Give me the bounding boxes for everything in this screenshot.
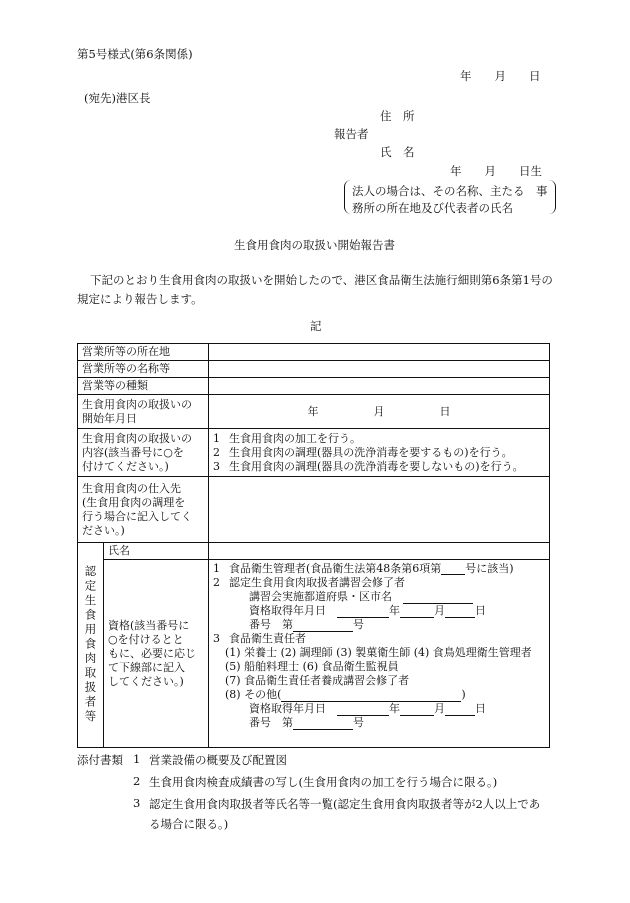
option-text-tail: 号に該当) — [465, 562, 514, 575]
start-date-label — [78, 395, 209, 429]
document-title: 生食用食肉の取扱い開始報告書 — [234, 238, 395, 252]
attachment-row-3-cont — [77, 816, 540, 832]
go-label: 号 — [353, 618, 364, 631]
content-options — [209, 429, 550, 477]
start-date-label-line2: 開始年月日 — [82, 411, 137, 425]
location-field[interactable] — [209, 344, 550, 361]
row-handler-name — [78, 543, 550, 560]
content-label-line2: 内容(該当番号に○を — [82, 445, 184, 459]
address-label: 住 所 — [380, 109, 415, 123]
month-label: 月 — [434, 604, 445, 617]
supplier-label-line1: 生食用食肉の仕入先 — [82, 481, 181, 495]
attachment-indent — [77, 796, 133, 812]
attachment-number: 1 — [133, 752, 141, 766]
q2-prefecture-label: 講習会実施都道府県・区市名 — [249, 590, 392, 603]
content-option-3[interactable] — [213, 460, 545, 474]
row-supplier — [78, 477, 550, 543]
reporter-label: 報告者 — [334, 127, 369, 141]
body-text-line1: 下記のとおり生食用食肉の取扱いを開始したので、港区食品衛生法施行細則第6条第1号の — [90, 273, 553, 287]
attachment-text-continued: る場合に限る。) — [149, 817, 229, 831]
supplier-label-line4: ださい。) — [82, 523, 125, 537]
q2-month-blank[interactable] — [400, 605, 434, 618]
business-name-field[interactable] — [209, 361, 550, 378]
option-text: 生食用食肉の調理(器具の洗浄消毒を要するもの)を行う。 — [229, 445, 513, 459]
attachment-row-2 — [77, 774, 540, 790]
option-text: 生食用食肉の加工を行う。 — [229, 431, 361, 445]
supplier-field[interactable] — [209, 477, 550, 543]
business-type-label: 営業等の種類 — [78, 378, 209, 395]
go-label: 号 — [353, 716, 364, 729]
clause-number-blank[interactable] — [441, 562, 465, 575]
q3-number-label: 番号 第 — [249, 716, 293, 729]
report-table — [77, 343, 550, 748]
qualification-label — [104, 560, 209, 748]
attachment-number: 3 — [133, 796, 141, 810]
attachment-number: 2 — [133, 774, 141, 788]
option-number: 2 — [213, 576, 220, 589]
option-text: 食品衛生管理者(食品衛生法第48条第6項第 — [229, 562, 442, 575]
start-date-label-line1: 生食用食肉の取扱いの — [82, 397, 192, 411]
q2-prefecture-blank[interactable] — [403, 591, 473, 604]
day-label: 日 — [475, 604, 486, 617]
q2-number-blank[interactable] — [293, 619, 353, 632]
handler-name-field[interactable] — [209, 543, 550, 560]
q2-year-blank[interactable] — [337, 605, 389, 618]
start-date-field[interactable]: 年 月 日 — [209, 395, 550, 429]
qualification-option-1[interactable] — [213, 562, 545, 576]
q3-day-blank[interactable] — [445, 703, 475, 716]
row-location — [78, 344, 550, 361]
q2-day-blank[interactable] — [445, 605, 475, 618]
q3-number-blank[interactable] — [293, 717, 353, 730]
q2-number-label: 番号 第 — [249, 618, 293, 631]
body-text-line2: 規定により報告します。 — [77, 292, 203, 306]
option-number: 3 — [213, 459, 220, 473]
row-name — [78, 361, 550, 378]
attachment-row-1 — [77, 752, 540, 768]
attachment-row-3 — [77, 796, 540, 812]
content-option-1[interactable] — [213, 432, 545, 446]
q3-options-line3[interactable]: (7) 食品衛生責任者養成講習会修了者 — [225, 674, 410, 687]
attachment-text: 生食用食肉検査成績書の写し(生食用食肉の加工を行う場合に限る。) — [149, 775, 498, 789]
q3-options-line1[interactable]: (1) 栄養士 (2) 調理師 (3) 製菓衛生師 (4) 食鳥処理衛生管理者 — [225, 646, 532, 659]
attachment-text: 営業設備の概要及び配置図 — [149, 753, 287, 767]
certified-handler-label: 認定生食用食肉取扱者等 — [78, 543, 104, 748]
attachment-indent — [77, 774, 133, 790]
supplier-label-line2: (生食用食肉の調理を — [82, 495, 186, 509]
option-number: 3 — [213, 632, 220, 645]
business-name-label: 営業所等の名称等 — [78, 361, 209, 378]
row-start-date — [78, 395, 550, 429]
location-label: 営業所等の所在地 — [78, 344, 209, 361]
q3-date-line — [213, 702, 545, 716]
q3-date-label: 資格取得年月日 — [249, 702, 326, 715]
year-label: 年 — [389, 604, 400, 617]
qualification-label-line5: してください。) — [108, 674, 184, 688]
content-label-line3: 付けてください。) — [82, 459, 169, 473]
attachment-text: 認定生食用食肉取扱者等氏名等一覧(認定生食用食肉取扱者等が2人以上であ — [149, 797, 541, 811]
qualification-option-3[interactable] — [213, 632, 545, 646]
day-label: 日 — [475, 702, 486, 715]
qualification-label-line4: て下線部に記入 — [108, 660, 185, 674]
q2-date-line — [213, 604, 545, 618]
date-line: 年 月 日 — [460, 69, 541, 83]
qualification-option-2[interactable] — [213, 576, 545, 590]
name-label: 氏 名 — [380, 145, 415, 159]
option-number: 1 — [213, 431, 220, 445]
row-type — [78, 378, 550, 395]
content-option-2[interactable] — [213, 446, 545, 460]
content-label-line1: 生食用食肉の取扱いの — [82, 431, 192, 445]
q3-month-blank[interactable] — [400, 703, 434, 716]
q3-number-line — [213, 716, 545, 730]
qualification-label-line3: もに、必要に応じ — [108, 646, 196, 660]
q2-number-line — [213, 618, 545, 632]
recipient: (宛先)港区長 — [84, 91, 151, 105]
corporation-note-line2: 務所の所在地及び代表者の氏名 — [352, 201, 513, 215]
q3-year-blank[interactable] — [337, 703, 389, 716]
option-number: 1 — [213, 562, 220, 575]
ki-heading: 記 — [310, 319, 322, 333]
attachments-label: 添付書類 — [77, 753, 123, 767]
option-text: 生食用食肉の調理(器具の洗浄消毒を要しないもの)を行う。 — [229, 459, 524, 473]
row-qualification — [78, 560, 550, 748]
supplier-label-line3: 行う場合に記入してく — [82, 509, 192, 523]
row-content — [78, 429, 550, 477]
corporation-note-line1: 法人の場合は、その名称、主たる 事 — [352, 184, 548, 198]
q3-other-close: ) — [461, 688, 466, 701]
q3-other-label: (8) その他( — [225, 688, 282, 701]
option-text: 食品衛生責任者 — [229, 632, 306, 645]
option-text: 認定生食用食肉取扱者講習会修了者 — [229, 576, 405, 589]
year-label: 年 — [389, 702, 400, 715]
option-number: 2 — [213, 445, 220, 459]
qualification-options — [209, 560, 550, 748]
q2-date-label: 資格取得年月日 — [249, 604, 326, 617]
q3-other-blank[interactable] — [281, 689, 461, 702]
handler-name-label: 氏名 — [104, 543, 209, 560]
qualification-label-line1: 資格(該当番号に — [108, 618, 190, 632]
business-type-field[interactable] — [209, 378, 550, 395]
attachment-indent — [77, 816, 149, 832]
month-label: 月 — [434, 702, 445, 715]
q3-other-line — [213, 688, 545, 702]
supplier-label — [78, 477, 209, 543]
qualification-label-line2: ○を付けるとと — [108, 632, 184, 646]
form-number: 第5号様式(第6条関係) — [77, 47, 193, 61]
q2-prefecture-line — [213, 590, 545, 604]
content-label — [78, 429, 209, 477]
attachments — [77, 752, 540, 832]
q3-options-line2[interactable]: (5) 船舶料理士 (6) 食品衛生監視員 — [225, 660, 399, 673]
birth-date-label: 年 月 日生 — [450, 164, 542, 178]
